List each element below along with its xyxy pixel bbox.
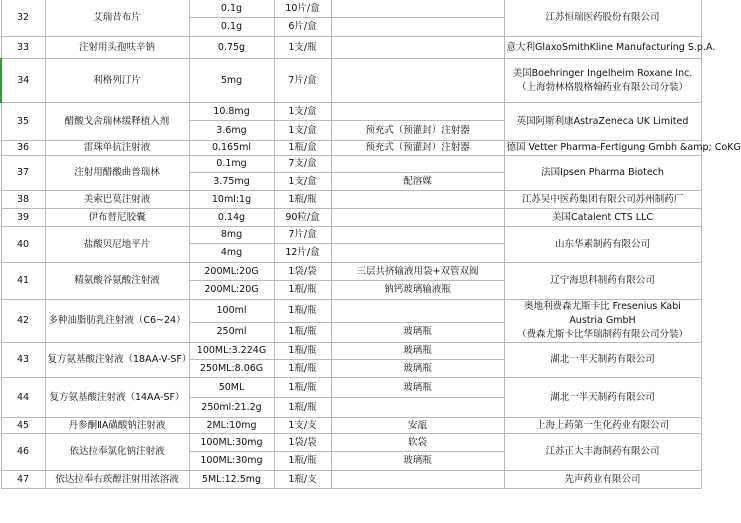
table-row [1,227,701,244]
drug-name: 注射用头孢呋辛钠 [45,37,189,59]
form-cell: 玻璃瓶 [331,452,504,471]
pack-cell: 1瓶/瓶 [274,360,331,378]
manufacturer-cell [504,0,701,37]
pack-cell: 7片/盒 [274,227,331,244]
drug-name: 依达拉奉氯化钠注射液 [45,434,189,471]
spec-cell: 0.75g [189,37,274,59]
drug-name: 伊布替尼胶囊 [45,209,189,227]
pack-cell: 1支/瓶 [274,37,331,59]
drug-name: 依达拉奉右莰醇注射用浓溶液 [45,471,189,489]
table-row [1,300,701,323]
manufacturer-line: 法国Ipsen Pharma Biotech [541,167,664,178]
manufacturer-line: 上海上药第一生化药业有限公司 [535,419,669,431]
form-cell: 安瓿 [331,418,504,434]
manufacturer-line: 江苏恒瑞医药股份有限公司 [545,12,660,23]
row-number: 46 [1,434,45,471]
drug-name: 精氨酸谷氨酸注射液 [45,263,189,300]
pack-cell: 1瓶/瓶 [274,343,331,360]
manufacturer-cell [504,343,701,378]
pack-cell: 1瓶/瓶 [274,281,331,300]
manufacturer-line: 湖北一半天制药有限公司 [550,391,655,403]
row-number: 42 [1,300,45,343]
spec-cell: 250ml:21.2g [189,398,274,418]
pack-cell: 1支/盒 [274,121,331,141]
row-number: 36 [1,141,45,156]
manufacturer-cell [504,156,701,191]
drug-name: 复方氨基酸注射液（14AA-SF） [45,378,189,418]
pack-cell: 1瓶/盒 [274,141,331,156]
form-cell [331,0,504,18]
manufacturer-cell [504,434,701,471]
manufacturer-line: 美国Boehringer Ingelheim Roxane Inc. [512,67,693,79]
spec-cell: 0.1g [189,0,274,18]
pack-cell: 1袋/袋 [274,434,331,452]
manufacturer-cell [504,191,701,209]
form-cell: 玻璃瓶 [331,343,504,360]
manufacturer-line: （上海勃林格殷格翰药业有限公司分装） [516,81,688,93]
drug-name: 醋酸戈舍瑞林缓释植入剂 [45,103,189,141]
pack-cell: 1瓶/瓶 [274,300,331,323]
table-row [1,263,701,281]
row-number: 35 [1,103,45,141]
table-row [1,471,701,489]
manufacturer-line: 英国阿斯利康AstraZeneca UK Limited [516,115,689,127]
pack-cell: 7片/盒 [274,59,331,103]
form-cell: 配溶媒 [331,173,504,191]
form-cell [331,156,504,173]
manufacturer-cell [504,141,741,156]
drug-name: 雷珠单抗注射液 [45,141,189,156]
manufacturer-cell [504,37,716,59]
spec-cell: 100ml [189,300,274,323]
manufacturer-cell [504,227,701,263]
form-cell [331,37,504,59]
row-number: 38 [1,191,45,209]
row-number: 33 [1,37,45,59]
spec-cell: 10.8mg [189,103,274,121]
drug-name: 盐酸贝尼地平片 [45,227,189,263]
pack-cell: 1支/盒 [274,103,331,121]
pack-cell: 1袋/袋 [274,263,331,281]
drug-name: 美索巴莫注射液 [45,191,189,209]
pack-cell: 1瓶/瓶 [274,191,331,209]
row-number: 43 [1,343,45,378]
form-cell: 三层共挤输液用袋+双管双阀 [331,263,504,281]
spec-cell: 8mg [189,227,274,244]
spec-cell: 50ML [189,378,274,398]
spec-cell: 100ML:3.224G [189,343,274,360]
form-cell [331,59,504,103]
spec-cell: 100ML:30mg [189,434,274,452]
form-cell: 预充式（预灌封）注射器 [331,141,504,156]
manufacturer-cell [504,209,701,227]
table-row [1,59,701,103]
spec-cell: 3.6mg [189,121,274,141]
form-cell [331,103,504,121]
form-cell: 玻璃瓶 [331,378,504,398]
spec-cell: 0.1mg [189,156,274,173]
pack-cell: 1瓶/瓶 [274,322,331,342]
row-number: 47 [1,471,45,489]
manufacturer-cell [504,418,701,434]
row-number: 39 [1,209,45,227]
manufacturer-cell [504,300,701,343]
form-cell [331,227,504,244]
spec-cell: 10ml:1g [189,191,274,209]
form-cell [331,471,504,489]
spec-cell: 5ML:12.5mg [189,471,274,489]
drug-name: 艾瑞昔布片 [45,0,189,37]
form-cell [331,209,504,227]
manufacturer-line: 德国 Vetter Pharma-Fertigung Gmbh &amp; CoKG [506,142,741,153]
spec-cell: 0.14g [189,209,274,227]
drug-name: 注射用醋酸曲普瑞林 [45,156,189,191]
pack-cell: 90粒/盒 [274,209,331,227]
form-cell [331,244,504,263]
row-number: 37 [1,156,45,191]
table-row [1,191,701,209]
table-row [1,141,701,156]
row-number: 34 [1,59,45,103]
spec-cell: 0.1g [189,18,274,37]
manufacturer-cell [504,471,701,489]
pack-cell: 12片/盒 [274,244,331,263]
table-row [1,37,701,59]
form-cell: 钠钙玻璃输液瓶 [331,281,504,300]
form-cell: 玻璃瓶 [331,360,504,378]
pack-cell: 1瓶/支 [274,471,331,489]
table-row [1,343,701,360]
row-number: 40 [1,227,45,263]
form-cell: 软袋 [331,434,504,452]
spec-cell: 200ML:20G [189,281,274,300]
table-row [1,0,701,18]
manufacturer-line: 江苏正大丰海制药有限公司 [545,446,660,457]
row-number: 41 [1,263,45,300]
row-number: 45 [1,418,45,434]
spec-cell: 200ML:20G [189,263,274,281]
manufacturer-line: 江苏吴中医药集团有限公司苏州制药厂 [521,193,684,205]
pack-cell: 1瓶/瓶 [274,452,331,471]
form-cell [331,18,504,37]
manufacturer-line: 意大利GlaxoSmithKline Manufacturing S.p.A. [506,41,716,53]
manufacturer-line: 辽宁海思科制药有限公司 [550,275,655,286]
row-number: 44 [1,378,45,418]
manufacturer-line: 先声药业有限公司 [564,473,641,485]
manufacturer-cell [504,103,701,141]
pack-cell: 1支/支 [274,418,331,434]
form-cell [331,398,504,418]
pack-cell: 1瓶/瓶 [274,378,331,398]
row-number: 32 [1,0,45,37]
drug-name: 利格列汀片 [45,59,189,103]
form-cell: 玻璃瓶 [331,322,504,342]
spec-cell: 250ML:8.06G [189,360,274,378]
spec-cell: 3.75mg [189,173,274,191]
table-row [1,103,701,121]
drug-name: 复方氨基酸注射液（18AA-V-SF） [45,343,189,378]
manufacturer-cell [504,59,701,103]
spec-cell: 4mg [189,244,274,263]
pack-cell: 10片/盒 [274,0,331,18]
manufacturer-line: （费森尤斯卡比华瑞制药有限公司分装） [516,329,688,340]
drug-name: 丹参酮ⅡA磺酸钠注射液 [45,418,189,434]
form-cell: 预充式（预灌封）注射器 [331,121,504,141]
spec-cell: 0.165ml [189,141,274,156]
spec-cell: 5mg [189,59,274,103]
table-row [1,418,701,434]
table-row [1,378,701,398]
form-cell [331,300,504,323]
spec-cell: 100ML:30mg [189,452,274,471]
pack-cell: 1支/盒 [274,173,331,191]
manufacturer-line: 奥地利费森尤斯卡比 Fresenius Kabi Austria GmbH [524,301,681,326]
form-cell [331,191,504,209]
manufacturer-line: 山东华素制药有限公司 [554,238,650,250]
table-row [1,209,701,227]
table-row [1,156,701,173]
drug-name: 多种油脂肪乳注射液（C6~24） [45,300,189,343]
pack-cell: 6片/盒 [274,18,331,37]
pack-cell: 7支/盒 [274,156,331,173]
pack-cell: 1瓶/瓶 [274,398,331,418]
manufacturer-line: 美国Catalent CTS LLC [552,211,653,223]
spec-cell: 2ML:10mg [189,418,274,434]
manufacturer-cell [504,378,701,418]
manufacturer-cell [504,263,701,300]
manufacturer-line: 湖北一半天制药有限公司 [550,354,655,365]
table-row [1,434,701,452]
spec-cell: 250ml [189,322,274,342]
